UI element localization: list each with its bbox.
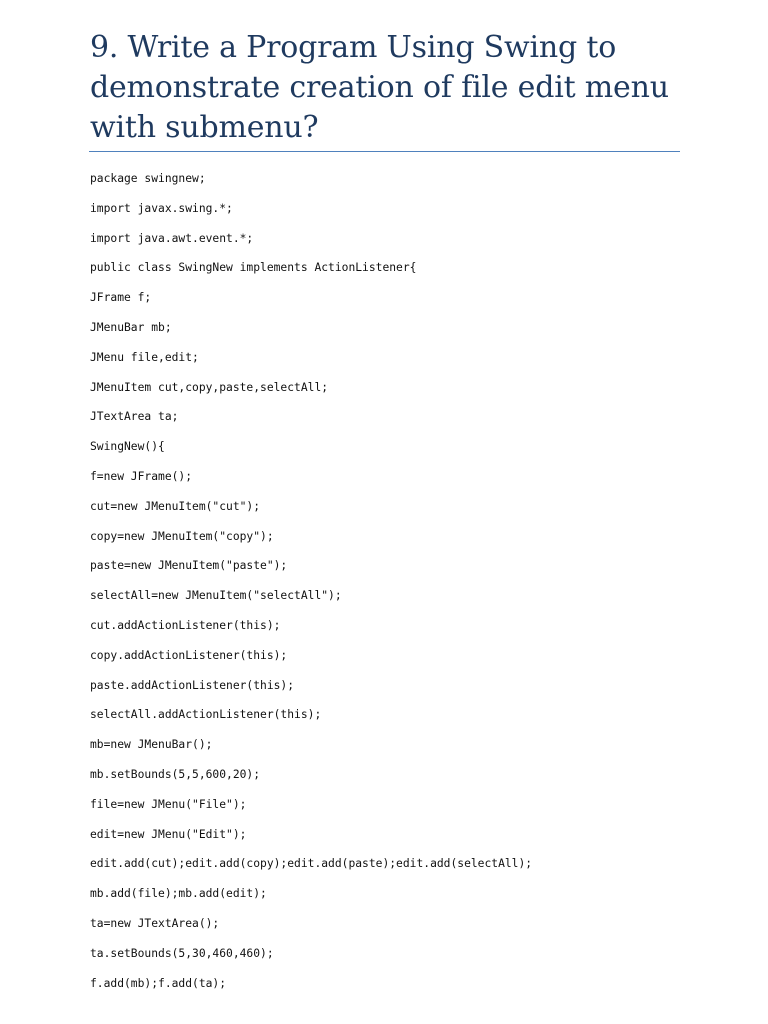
code-line: mb=new JMenuBar(); — [90, 738, 213, 752]
code-line: ta=new JTextArea(); — [90, 916, 220, 930]
code-line: edit=new JMenu("Edit"); — [90, 827, 247, 841]
code-line: mb.add(file);mb.add(edit); — [90, 887, 267, 901]
code-line: JTextArea ta; — [90, 410, 179, 424]
code-line: import javax.swing.*; — [90, 201, 233, 215]
code-line: JMenuItem cut,copy,paste,selectAll; — [90, 380, 329, 394]
code-line: cut=new JMenuItem("cut"); — [90, 499, 261, 513]
code-line: JMenuBar mb; — [90, 320, 172, 334]
code-line: ta.setBounds(5,30,460,460); — [90, 946, 274, 960]
code-line: mb.setBounds(5,5,600,20); — [90, 767, 261, 781]
heading-line: 9. Write a Program Using Swing to — [90, 30, 617, 65]
code-line: selectAll.addActionListener(this); — [90, 708, 322, 722]
code-line: import java.awt.event.*; — [90, 231, 254, 245]
code-line: copy=new JMenuItem("copy"); — [90, 529, 274, 543]
code-line: copy.addActionListener(this); — [90, 648, 288, 662]
code-listing — [90, 171, 532, 1005]
code-line: f=new JFrame(); — [90, 469, 193, 483]
code-line: f.add(mb);f.add(ta); — [90, 976, 227, 990]
code-line: file=new JMenu("File"); — [90, 797, 247, 811]
code-line: paste=new JMenuItem("paste"); — [90, 559, 288, 573]
code-line: SwingNew(){ — [90, 440, 165, 454]
heading-line: demonstrate creation of file edit menu — [90, 70, 669, 105]
code-line: cut.addActionListener(this); — [90, 618, 281, 632]
question-heading — [90, 28, 690, 148]
code-line: edit.add(cut);edit.add(copy);edit.add(paste);edit.add(selectAll); — [90, 857, 533, 871]
code-line: JMenu file,edit; — [90, 350, 199, 364]
code-line: JFrame f; — [90, 291, 152, 305]
code-line: selectAll=new JMenuItem("selectAll"); — [90, 589, 342, 603]
heading-divider — [89, 151, 680, 152]
code-line: paste.addActionListener(this); — [90, 678, 295, 692]
code-line: public class SwingNew implements ActionListener{ — [90, 261, 417, 275]
heading-line: with submenu? — [90, 110, 319, 145]
code-line: package swingnew; — [90, 172, 206, 185]
